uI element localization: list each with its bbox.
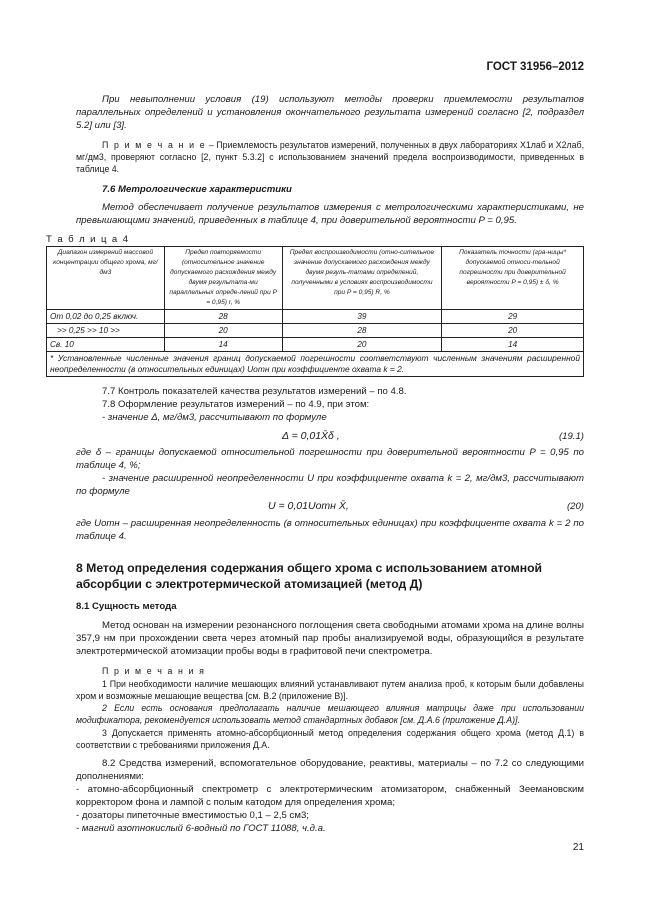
note-item-2: 2 Если есть основания предполагать наличие мешающего влияния матрицы даже при использовании модификатора, рекомендуется использовать метод стандартных добавок [см. Д.А.6 (приложение Д.А)].: [76, 703, 584, 725]
table-cell: От 0,02 до 0,25 включ.: [47, 310, 165, 324]
note-label: П р и м е ч а н и е: [102, 140, 207, 150]
table-caption: Т а б л и ц а 4: [46, 234, 130, 245]
table-cell: Св. 10: [47, 338, 165, 352]
table-cell: 28: [282, 324, 442, 338]
paragraph-7-8: 7.8 Оформление результатов измерений – по 4.9, при этом:: [102, 399, 370, 410]
table-footnote-row: [47, 352, 584, 377]
table-header-row: [47, 247, 584, 310]
paragraph-u-formula-intro: - значение расширенной неопределенности U при коэффициенте охвата k = 2, мг/дм3, рассчитывают по формуле: [76, 473, 584, 497]
equipment-item-2: - дозаторы пипеточные вместимостью 0,1 – 2,5 см3;: [76, 810, 309, 821]
section-8-1-text: Метод основан на измерении резонансного поглощения света свободными атомами хрома на длине волны 357,9 нм при прохождении света через атомный пар пробы анализируемой воды, образующийся в результате электротермической атомизации пробы воды в графитовой печи спектрометра.: [76, 620, 584, 657]
table-row: [47, 338, 584, 352]
table-cell: 20: [282, 338, 442, 352]
formula-20: U = 0,01Uотн X̄,: [268, 500, 349, 512]
formula-19-1-number: (19.1): [558, 431, 584, 442]
section-8-heading: 8 Метод определения содержания общего хрома с использованием атомной абсорбции с электротермической атомизацией (метод Д): [76, 561, 543, 591]
note-text: – Приемлемость результатов измерений, полученных в двух лабораториях X1лаб и X2лаб, мг/дм3, проверяют согласно [2, пункт 5.3.2] с использованием значений предела воспроизводимости, приведенных в таблице 4.: [76, 140, 585, 174]
section-8-1-heading: 8.1 Сущность метода: [76, 601, 177, 612]
section-7-6-heading: 7.6 Метрологические характеристики: [102, 184, 292, 195]
paragraph-7-7: 7.7 Контроль показателей качества результатов измерений – по 4.8.: [102, 386, 407, 397]
formula-20-number: (20): [566, 501, 584, 512]
equipment-item-1: - атомно-абсорбционный спектрометр с электротермическим атомизатором, снабженный Зеемановским корректором фона и лампой с полым катодом для определения хрома;: [76, 784, 584, 808]
notes-label: П р и м е ч а н и я: [102, 666, 206, 676]
section-8-2-text: 8.2 Средства измерений, вспомогательное оборудование, реактивы, материалы – по 7.2 со следующими дополнениями:: [76, 758, 584, 782]
paragraph-uotn-definition: где Uотн – расширенная неопределенность (в относительных единицах) при коэффициенте охвата k = 2 по таблице 4.: [76, 518, 584, 542]
table-header-cell: Диапазон измерений массовой концентрации общего хрома, мг/дм3: [47, 247, 165, 310]
table-cell: 39: [282, 310, 442, 324]
paragraph-delta-definition: где δ – границы допускаемой относительной погрешности при доверительной вероятности P = 0,95 по таблице 4, %;: [76, 447, 584, 471]
table-cell: 28: [164, 310, 282, 324]
metrology-table: [46, 246, 584, 377]
table-cell: 14: [164, 338, 282, 352]
table-header-cell: Показатель точности (гра-ницы* допускаемой относи-тельной погрешности при доверительной вероятности P = 0,95) ± δ, %: [442, 247, 584, 310]
note-item-3: 3 Допускается применять атомно-абсорбционный метод определения содержания общего хрома (метод Д.1) в соответствии с требованиями приложения Д.А.: [76, 728, 584, 750]
table-row: [47, 310, 584, 324]
table-footnote: * Установленные численные значения границ допускаемой погрешности соответствуют численным значениям расширенной неопределенности (в относительных единицах) Uотн при коэффициенте охвата k = 2.: [47, 352, 584, 377]
table-cell: >> 0,25 >> 10 >>: [47, 324, 165, 338]
table-cell: 20: [442, 324, 584, 338]
section-7-6-text: Метод обеспечивает получение результатов измерения с метрологическими характеристиками, не превышающими значений, приведенных в таблице 4, при доверительной вероятности P = 0,95.: [76, 202, 584, 226]
formula-19-1: Δ = 0,01X̄δ ,: [282, 430, 340, 442]
paragraph-fail-condition: При невыполнении условия (19) используют методы проверки приемлемости результатов параллельных определений и установления окончательного результата измерений согласно [2, подраздел 5.2] или [3].: [76, 94, 584, 131]
table-cell: 14: [442, 338, 584, 352]
page-number: 21: [572, 842, 584, 853]
equipment-item-3: - магний азотнокислый 6-водный по ГОСТ 11088, ч.д.а.: [76, 823, 326, 834]
table-row: [47, 324, 584, 338]
table-cell: 20: [164, 324, 282, 338]
note-item-1: 1 При необходимости наличие мешающих влияний устанавливают путем анализа проб, к которым были добавлены хром и возможные мешающие вещества [см. В.2 (приложение В)].: [76, 679, 584, 701]
standard-code: ГОСТ 31956–2012: [486, 61, 584, 73]
table-header-cell: Предел повторяемости (относительное значение допускаемого расхождения между двумя результата-ми параллельных опреде-лений при P = 0,95) r, %: [164, 247, 282, 310]
table-cell: 29: [442, 310, 584, 324]
table-header-cell: Предел воспроизводимости (отно-сительное значение допускаемого расхождения между двумя резуль-татами определений, полученными в условиях воспроизводимости при P = 0,95) R, %: [282, 247, 442, 310]
paragraph-delta-formula-intro: - значение Δ, мг/дм3, рассчитывают по формуле: [102, 412, 327, 423]
note-top: [76, 139, 584, 175]
